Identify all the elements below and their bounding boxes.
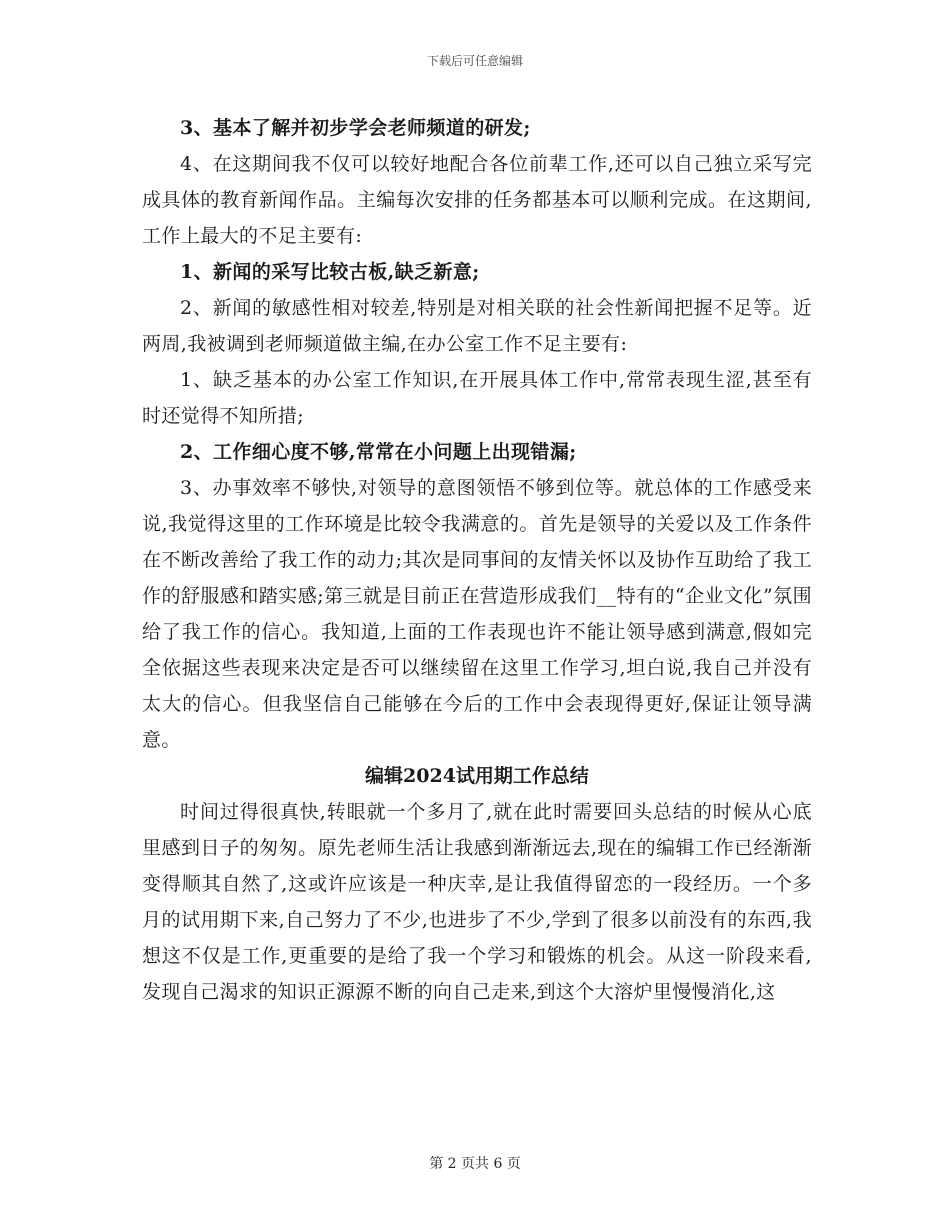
section-paragraph: 时间过得很真快,转眼就一个多月了,就在此时需要回头总结的时候从心底里感到日子的匆匆。原先老师生活让我感到渐渐远去,现在的编辑工作已经渐渐变得顺其自然了,这或许应该是一种庆幸,是让我值得留恋的一段经历。一个多月的试用期下来,自己努力了不少,也进步了不少,学到了很多以前没有的东西,我想这不仅是工作,更重要的是给了我一个学习和锻炼的机会。从这一阶段来看,发现自己渴求的知识正源源不断的向自己走来,到这个大溶炉里慢慢消化,这 bbox=[142, 801, 812, 1003]
paragraph-office-shortcoming-2: 2、工作细心度不够,常常在小问题上出现错漏; bbox=[180, 441, 577, 463]
page-header: 下载后可任意编辑 bbox=[426, 54, 523, 68]
paragraph-office-shortcoming-3: 3、办事效率不够快,对领导的意图领悟不够到位等。就总体的工作感受来说,我觉得这里的工作环境是比较令我满意的。首先是领导的关爱以及工作条件在不断改善给了我工作的动力;其次是同事间的友情关怀以及协作互助给了我工作的舒服感和踏实感;第三就是目前正在营造形成我们__特有的“企业文化”氛围给了我工作的信心。我知道,上面的工作表现也许不能让领导感到满意,假如完全依据这些表现来决定是否可以继续留在这里工作学习,坦白说,我自己并没有太大的信心。但我坚信自己能够在今后的工作中会表现得更好,保证让领导满意。 bbox=[142, 477, 812, 751]
paragraph-shortcoming-1: 1、新闻的采写比较古板,缺乏新意; bbox=[180, 261, 480, 283]
paragraph-item-4-cooperation: 4、在这期间我不仅可以较好地配合各位前辈工作,还可以自己独立采写完成具体的教育新闻作品。主编每次安排的任务都基本可以顺利完成。在这期间,工作上最大的不足主要有: bbox=[142, 153, 812, 247]
page-number-footer: 第 2 页共 6 页 bbox=[429, 1156, 521, 1172]
document-body bbox=[142, 110, 812, 1010]
section-title: 编辑2024试用期工作总结 bbox=[365, 765, 589, 787]
paragraph-item-3-research: 3、基本了解并初步学会老师频道的研发; bbox=[180, 117, 531, 139]
paragraph-shortcoming-2: 2、新闻的敏感性相对较差,特别是对相关联的社会性新闻把握不足等。近两周,我被调到老师频道做主编,在办公室工作不足主要有: bbox=[142, 297, 812, 355]
paragraph-office-shortcoming-1: 1、缺乏基本的办公室工作知识,在开展具体工作中,常常表现生涩,甚至有时还觉得不知所措; bbox=[142, 369, 812, 427]
